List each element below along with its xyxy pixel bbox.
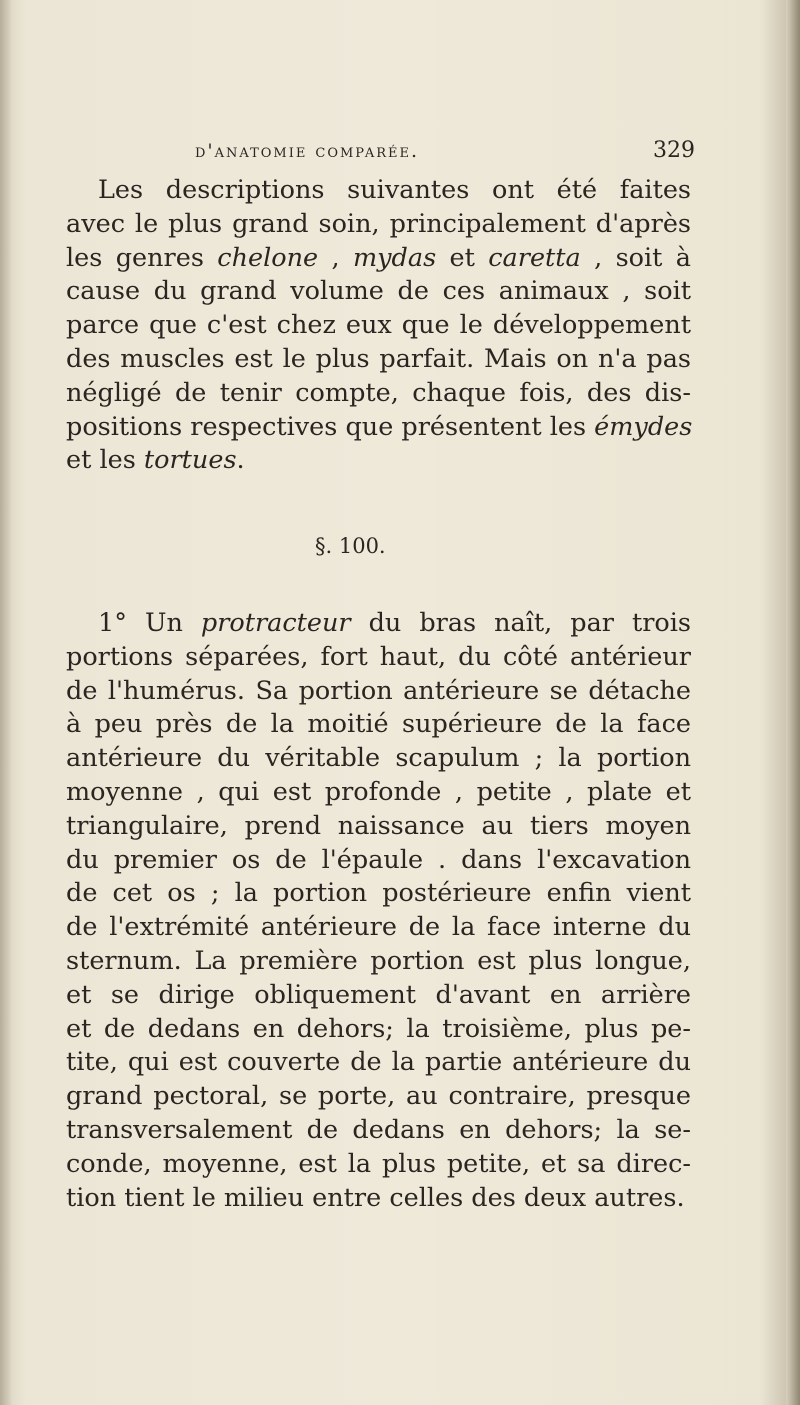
text-line: antérieure du véritable scapulum ; la portion [66,743,691,774]
text-line: négligé de tenir compte, chaque fois, des dis- [66,377,691,408]
running-head: d'anatomie comparée. [195,140,420,162]
text-line [66,411,691,445]
muscle-name: protracteur [200,608,351,638]
text-fragment: les genres [66,242,218,273]
paragraph-descriptions [66,174,691,478]
text-line: sternum. La première portion est plus longue, [66,945,691,976]
text-line: de l'extrémité antérieure de la face interne du [66,912,691,943]
text-line: cause du grand volume de ces animaux , soit [66,276,691,307]
text-fragment: 1° Un [98,608,201,638]
genus-name: tortues [143,445,237,476]
text-fragment: , [318,242,353,273]
text-line: à peu près de la moitié supérieure de la face [66,709,691,740]
text-line: des muscles est le plus parfait. Mais on n'a pas [66,343,691,374]
genus-name: chelone [217,242,319,273]
section-heading: §. 100. [315,534,386,558]
text-line: Les descriptions suivantes ont été faites [98,175,691,205]
genus-name: mydas [352,242,437,273]
text-line: du premier os de l'épaule . dans l'excavation [66,844,691,875]
text-fragment: du bras naît, par trois [350,608,691,638]
text-line [66,242,691,276]
text-line: grand pectoral, se porte, au contraire, presque [66,1081,691,1112]
page-number: 329 [653,138,695,163]
text-line: moyenne , qui est profonde , petite , plate et [66,776,691,807]
text-line: et de dedans en dehors; la troisième, plus pe- [66,1013,691,1044]
text-line: de l'humérus. Sa portion antérieure se détache [66,675,691,706]
text-fragment: positions respectives que présentent les [66,411,595,442]
text-line: tite, qui est couverte de la partie antérieure du [66,1047,691,1078]
text-fragment: et les [66,445,144,476]
page-header [100,138,695,170]
text-line: conde, moyenne, est la plus petite, et sa direc- [66,1148,691,1179]
text-fragment: . [236,445,245,476]
text-fragment: et [436,242,489,273]
text-line: avec le plus grand soin, principalement d'après [66,208,691,239]
genus-name: émydes [594,411,693,442]
text-line [66,607,691,641]
text-line: tion tient le milieu entre celles des deux autres. [66,1182,685,1213]
text-line: portions séparées, fort haut, du côté antérieur [66,641,691,672]
text-line: parce que c'est chez eux que le développement [66,310,691,341]
text-line: triangulaire, prend naissance au tiers moyen [66,810,691,841]
page-gutter [0,0,12,1405]
genus-name: caretta [488,242,581,273]
page-edge [786,0,800,1405]
paragraph-protracteur [66,607,691,1215]
text-line: de cet os ; la portion postérieure enfin vient [66,878,691,909]
text-line [66,444,691,478]
text-fragment: , soit à [580,242,691,273]
text-line: transversalement de dedans en dehors; la se- [66,1114,691,1145]
text-line: et se dirige obliquement d'avant en arrière [66,979,691,1010]
